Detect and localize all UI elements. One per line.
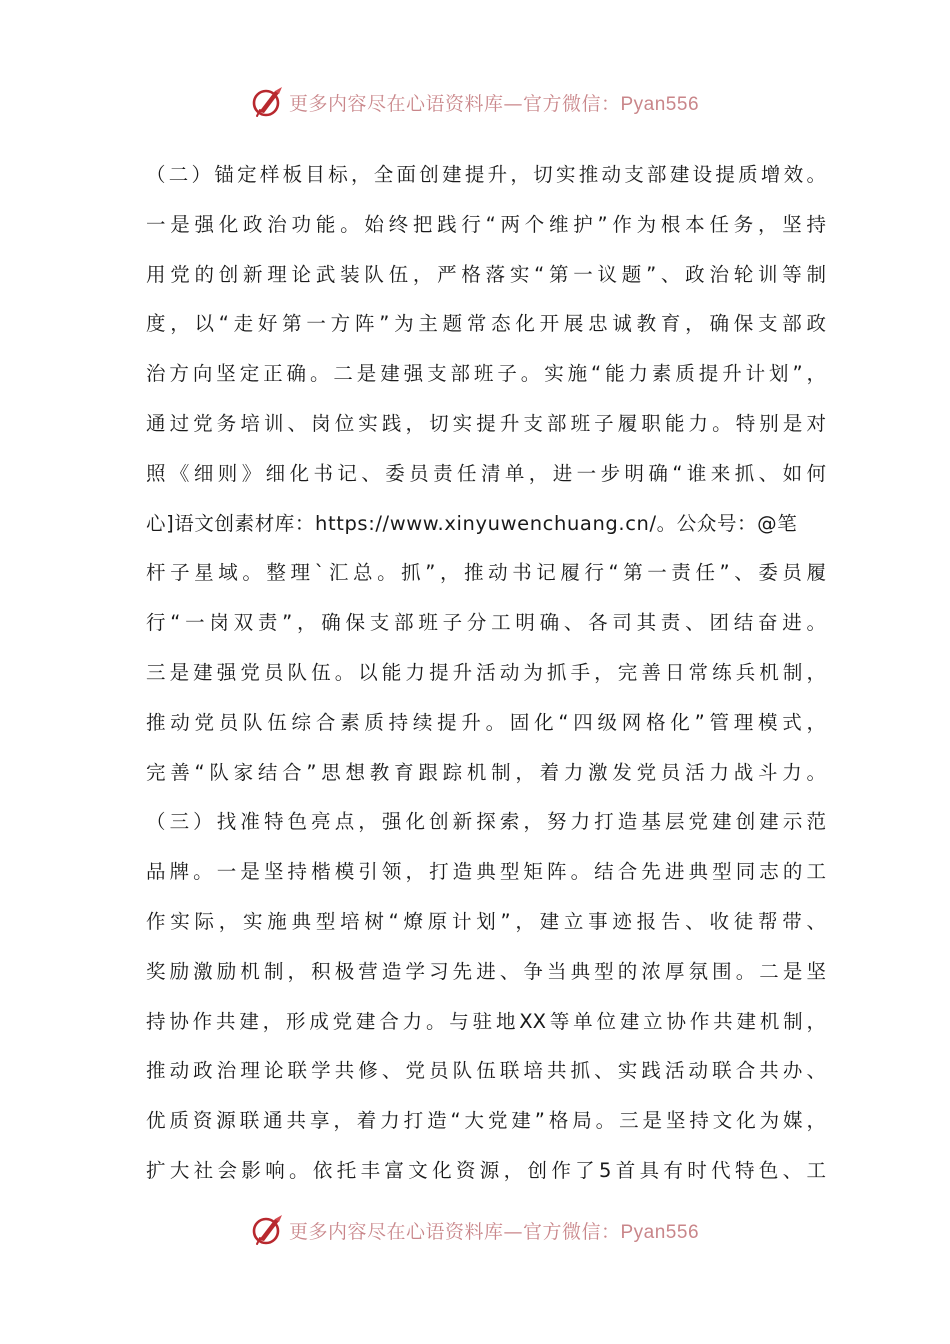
footer-banner [0,1210,950,1250]
body-line: 杆子星域。整理`汇总。抓”，推动书记履行“第一责任”、委员履 [146,561,826,585]
body-line: 品牌。一是坚持楷模引领，打造典型矩阵。结合先进典型同志的工 [146,860,826,884]
quill-pen-logo-icon [251,85,285,119]
header-banner [0,82,950,122]
body-line: 持协作共建，形成党建合力。与驻地XX等单位建立协作共建机制， [146,1009,826,1033]
body-line: 照《细则》细化书记、委员责任清单，进一步明确“谁来抓、如何 [146,461,826,485]
footer-wechat-id: Pyan556 [620,1221,700,1243]
body-line: 治方向坚定正确。二是建强支部班子。实施“能力素质提升计划”， [146,362,826,386]
footer-banner-text: 更多内容尽在心语资料库—官方微信：Pyan556 [288,1220,700,1243]
body-line: 用党的创新理论武装队伍，严格落实“第一议题”、政治轮训等制 [146,262,826,286]
body-line: 通过党务培训、岗位实践，切实提升支部班子履职能力。特别是对 [146,411,826,435]
body-line: 三是建强党员队伍。以能力提升活动为抓手，完善日常练兵机制， [146,660,826,684]
body-line: 行“一岗双责”，确保支部班子分工明确、各司其责、团结奋进。 [146,611,826,635]
body-line: 扩大社会影响。依托丰富文化资源，创作了5首具有时代特色、工 [146,1158,826,1182]
body-line: 完善“队家结合”思想教育跟踪机制，着力激发党员活力战斗力。 [146,760,826,784]
body-line: 心]语文创素材库：https://www.xinyuwenchuang.cn/。公众号：@笔 [146,511,798,535]
body-line: 一是强化政治功能。始终把践行“两个维护”作为根本任务，坚持 [146,212,826,236]
body-line: （三）找准特色亮点，强化创新探索，努力打造基层党建创建示范 [146,810,826,834]
body-line: 优质资源联通共享，着力打造“大党建”格局。三是坚持文化为媒， [146,1109,826,1133]
body-line: 推动政治理论联学共修、党员队伍联培共抓、实践活动联合共办、 [146,1059,826,1083]
body-line: 作实际，实施典型培树“燎原计划”，建立事迹报告、收徒帮带、 [146,909,826,933]
header-banner-text: 更多内容尽在心语资料库—官方微信：Pyan556 [288,92,700,115]
body-line: （二）锚定样板目标，全面创建提升，切实推动支部建设提质增效。 [146,163,826,186]
body-line: 奖励激励机制，积极营造学习先进、争当典型的浓厚氛围。二是坚 [146,959,826,983]
body-line: 度，以“走好第一方阵”为主题常态化开展忠诚教育，确保支部政 [146,312,826,336]
body-line: 推动党员队伍综合素质持续提升。固化“四级网格化”管理模式， [146,710,826,734]
document-body [146,150,826,1196]
header-wechat-id: Pyan556 [620,93,700,115]
quill-pen-logo-icon [251,1213,285,1247]
